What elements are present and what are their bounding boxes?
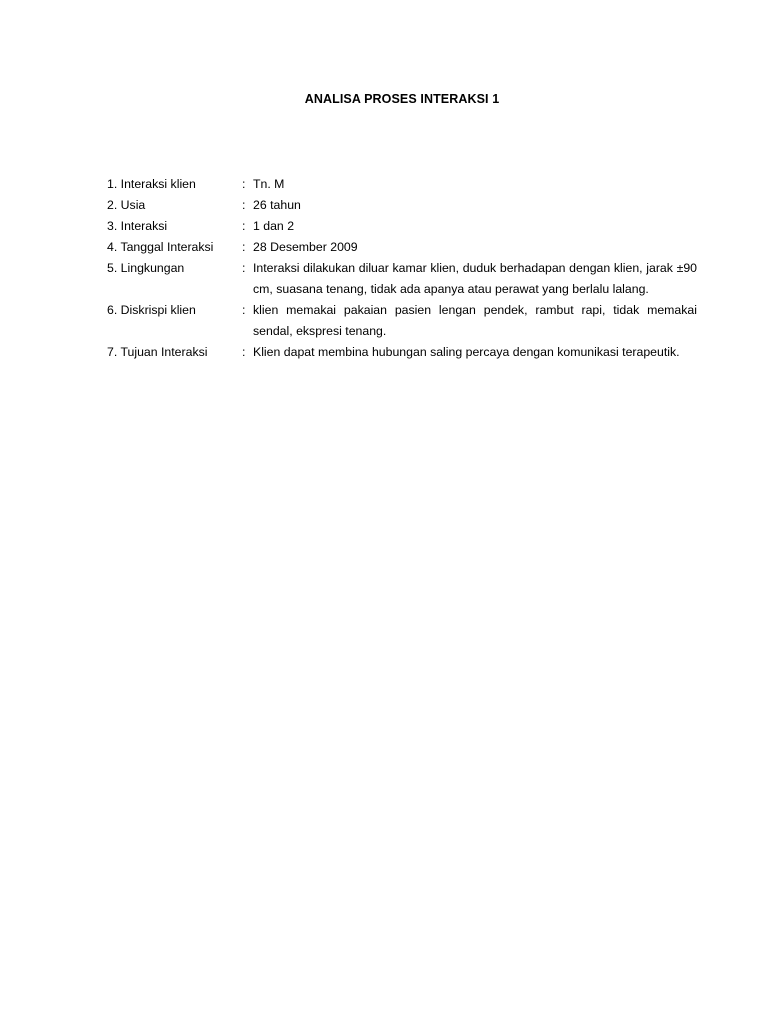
field-value: Tn. M bbox=[253, 177, 285, 191]
field-row-interaction bbox=[107, 216, 697, 237]
field-value: 26 tahun bbox=[253, 198, 301, 212]
field-value: klien memakai pakaian pasien lengan pendek, rambut rapi, tidak memakai sendal, ekspresi tenang. bbox=[253, 303, 697, 338]
field-separator: : bbox=[242, 177, 246, 191]
field-row-client bbox=[107, 174, 697, 195]
field-label: 4. Tanggal Interaksi bbox=[107, 240, 214, 254]
field-row-age bbox=[107, 195, 697, 216]
field-row-environment bbox=[107, 258, 697, 300]
field-label: 3. Interaksi bbox=[107, 219, 168, 233]
field-separator: : bbox=[242, 261, 246, 275]
field-value: Klien dapat membina hubungan saling percaya dengan komunikasi terapeutik. bbox=[253, 345, 680, 359]
field-label: 5. Lingkungan bbox=[107, 261, 185, 275]
document-title: ANALISA PROSES INTERAKSI 1 bbox=[304, 92, 500, 106]
field-label: 7. Tujuan Interaksi bbox=[107, 345, 208, 359]
field-separator: : bbox=[242, 240, 246, 254]
field-value: 1 dan 2 bbox=[253, 219, 295, 233]
field-label: 2. Usia bbox=[107, 198, 146, 212]
field-separator: : bbox=[242, 198, 246, 212]
field-separator: : bbox=[242, 219, 246, 233]
field-row-date bbox=[107, 237, 697, 258]
field-separator: : bbox=[242, 345, 246, 359]
field-row-description bbox=[107, 300, 697, 342]
field-value: Interaksi dilakukan diluar kamar klien, duduk berhadapan dengan klien, jarak ±90 cm, suasana tenang, tidak ada apanya atau perawat yang berlalu lalang. bbox=[253, 261, 697, 296]
field-list bbox=[107, 174, 697, 363]
field-row-goal bbox=[107, 342, 697, 363]
field-value: 28 Desember 2009 bbox=[253, 240, 358, 254]
field-separator: : bbox=[242, 303, 246, 317]
field-label: 1. Interaksi klien bbox=[107, 177, 196, 191]
field-label: 6. Diskrispi klien bbox=[107, 303, 196, 317]
